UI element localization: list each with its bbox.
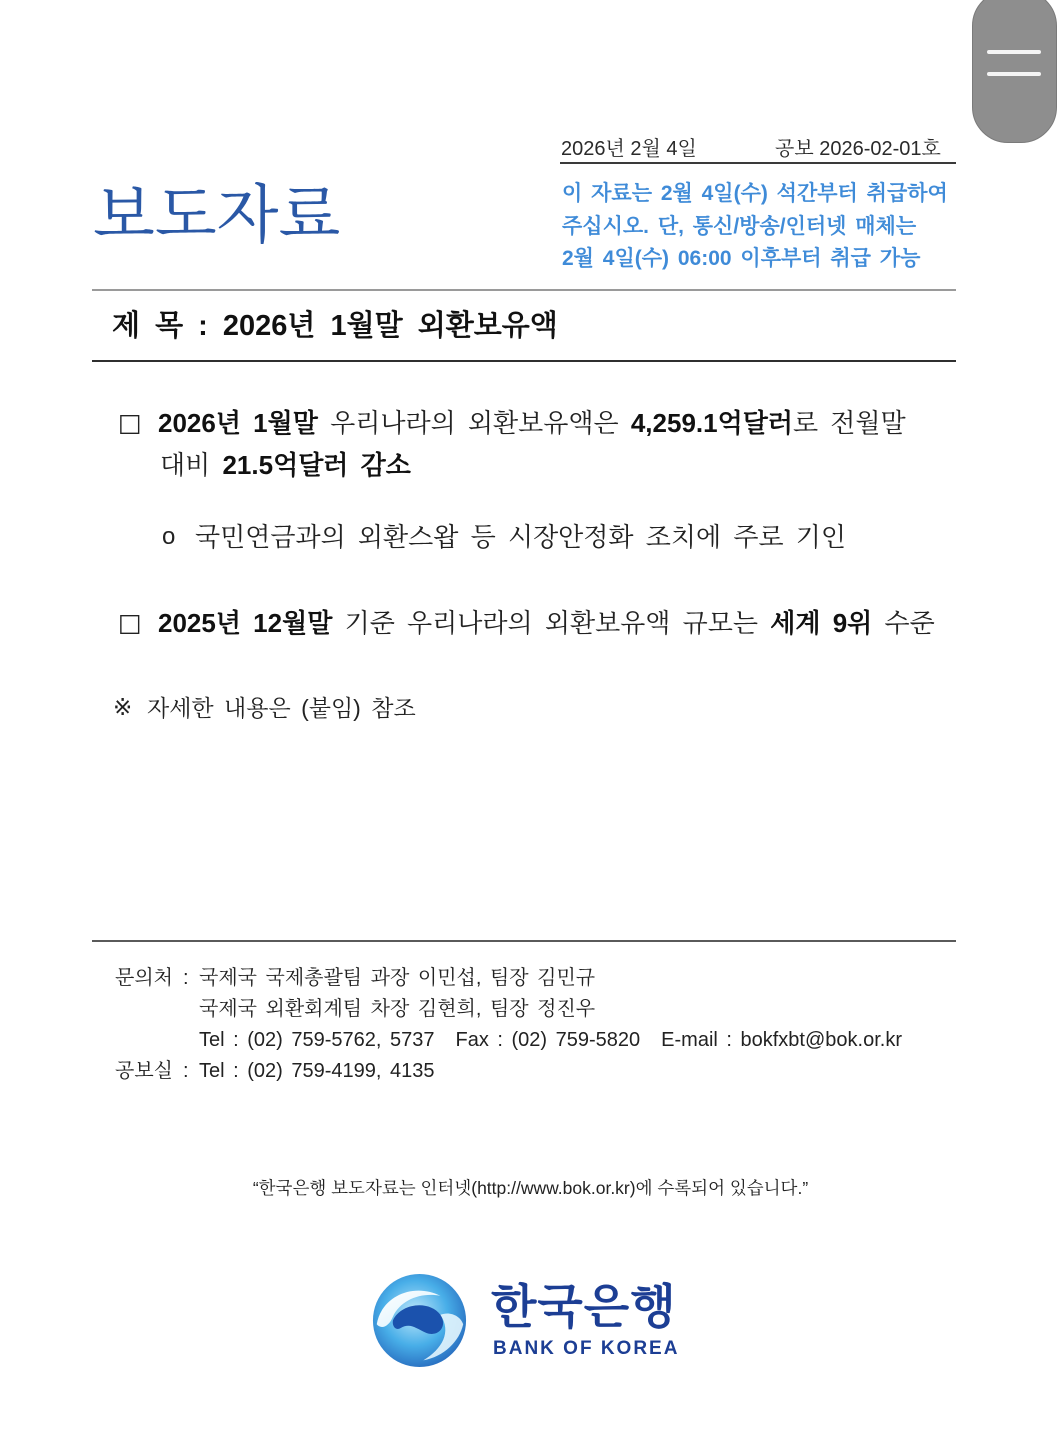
reference-note: 자세한 내용은 (붙임) 참조 (147, 695, 416, 721)
summary-text: 우리나라의 외환보유액은 (330, 408, 619, 438)
press-office-separator: : (183, 1060, 189, 1082)
header-divider (560, 162, 956, 164)
embargo-line: 2월 4일(수) 06:00 이후부터 취급 가능 (562, 247, 921, 270)
embargo-line: 주십시오. 단, 통신/방송/인터넷 매체는 (562, 214, 917, 238)
summary-item-2-line-1 (158, 604, 935, 642)
checkbox-bullet: □ (118, 408, 142, 437)
contact-line: 국제국 국제총괄팀 과장 이민섭, 팀장 김민규 (199, 967, 596, 989)
subject-separator: : (198, 310, 208, 342)
document-type-heading: 보도자료 (93, 179, 341, 251)
contact-line: 국제국 외환회계팀 차장 김현희, 팀장 정진우 (199, 998, 596, 1020)
website-notice: “한국은행 보도자료는 인터넷(http://www.bok.or.kr)에 수록되어 있습니다.” (252, 1178, 809, 1198)
reserve-change: 21.5억달러 감소 (222, 450, 411, 480)
contact-separator: : (183, 967, 189, 989)
subject-label: 제 목 (112, 310, 184, 342)
sub-bullet: o (162, 523, 176, 550)
subject-line (112, 307, 558, 345)
menu-button[interactable] (972, 0, 1057, 143)
logo-text-english: BANK OF KOREA (493, 1338, 680, 1359)
contact-fax: Fax : (02) 759-5820 (455, 1029, 641, 1051)
logo-text-korean: 한국은행 (491, 1280, 677, 1333)
section-divider (92, 940, 956, 942)
subject-title: 2026년 1월말 외환보유액 (222, 310, 558, 342)
press-office-tel: Tel : (02) 759-4199, 4135 (199, 1060, 435, 1082)
summary-period: 2026년 1월말 (158, 408, 318, 438)
menu-icon-bar (987, 72, 1041, 76)
summary-period: 2025년 12월말 (158, 608, 333, 638)
summary-text: 수준 (884, 608, 935, 638)
contact-numbers (199, 1025, 902, 1056)
checkbox-bullet: □ (118, 608, 142, 637)
summary-item-1-line-2 (160, 446, 411, 484)
section-divider (92, 289, 956, 291)
world-rank: 세계 9위 (770, 608, 873, 638)
summary-item-1-line-1 (158, 404, 906, 442)
summary-text: 기준 우리나라의 외환보유액 규모는 (344, 608, 758, 638)
reference-mark: ※ (113, 695, 133, 721)
bank-of-korea-emblem-icon (372, 1273, 467, 1368)
contact-label: 문의처 (115, 967, 173, 989)
menu-icon-bar (987, 50, 1041, 54)
press-office-label: 공보실 (115, 1060, 173, 1082)
embargo-line: 이 자료는 2월 4일(수) 석간부터 취급하여 (562, 182, 948, 205)
contact-email: E-mail : bokfxbt@bok.or.kr (661, 1029, 902, 1051)
summary-text: 대비 (160, 450, 211, 480)
embargo-notice (562, 178, 948, 276)
section-divider (92, 360, 956, 362)
reserve-amount: 4,259.1억달러 (630, 408, 793, 438)
hamburger-menu-icon (987, 49, 1043, 79)
summary-text: 로 전월말 (792, 408, 906, 438)
contact-tel: Tel : (02) 759-5762, 5737 (199, 1029, 435, 1051)
issue-number: 공보 2026-02-01호 (775, 138, 941, 160)
summary-item-1-detail: 국민연금과의 외환스왑 등 시장안정화 조치에 주로 기인 (195, 522, 847, 552)
release-date: 2026년 2월 4일 (561, 138, 697, 160)
